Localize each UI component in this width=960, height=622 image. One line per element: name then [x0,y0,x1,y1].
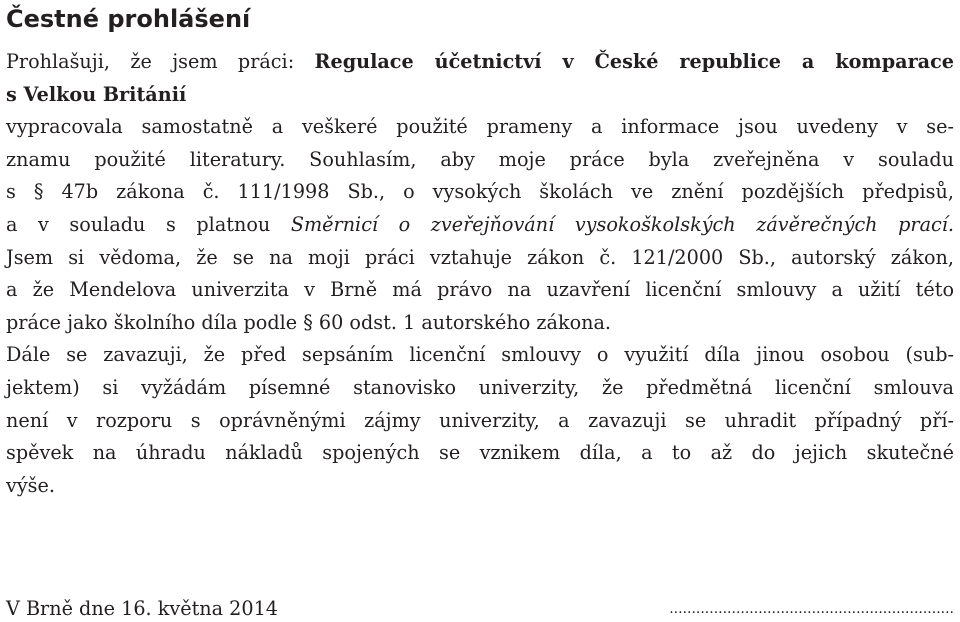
text-line: jektem) si vyžádám písemné stanovisko univerzity, že předmětná licenční smlouva [6,375,954,399]
text-line [6,46,954,79]
text-line: Dále se zavazuji, že před sepsáním licenční smlouvy o využití díla jinou osobou (sub- [6,343,954,367]
place-and-date: V Brně dne 16. května 2014 [6,597,279,620]
text-line: spěvek na úhradu nákladů spojených se vznikem díla, a to až do jejich skutečné [6,441,954,465]
text-line: znamu použité literatury. Souhlasím, aby moje práce byla zveřejněna v souladu [6,147,954,171]
signature-line: ................................................................ [669,601,954,617]
text-line: s § 47b zákona č. 111/1998 Sb., o vysokých školách ve znění pozdějších předpisů, [6,180,954,204]
text-line: výše. [6,473,55,497]
text-line: není v rozporu s oprávněnými zájmy univerzity, a zavazuji se uhradit případný pří- [6,408,954,432]
text-line: a že Mendelova univerzita v Brně má právo na uzavření licenční smlouvy a užití této [6,278,954,302]
page-title: Čestné prohlášení [6,5,251,33]
text-line [6,209,954,242]
text-line: Jsem si vědoma, že se na moji práci vztahuje zákon č. 121/2000 Sb., autorský zákon, [6,245,954,269]
text-fragment: a v souladu s platnou [6,212,291,236]
declaration-page [6,0,954,620]
thesis-title-continued: s Velkou Británií [6,82,187,106]
directive-name: Směrnicí o zveřejňování vysokoškolských závěrečných prací. [290,212,954,236]
text-fragment: Prohlašuji, že jsem práci: [6,50,315,73]
text-line: práce jako školního díla podle § 60 odst. 1 autorského zákona. [6,310,612,334]
thesis-title: Regulace účetnictví v České republice a komparace [314,50,955,73]
text-line: vypracovala samostatně a veškeré použité prameny a informace jsou uvedeny v se- [6,115,954,139]
declaration-body [6,46,954,502]
